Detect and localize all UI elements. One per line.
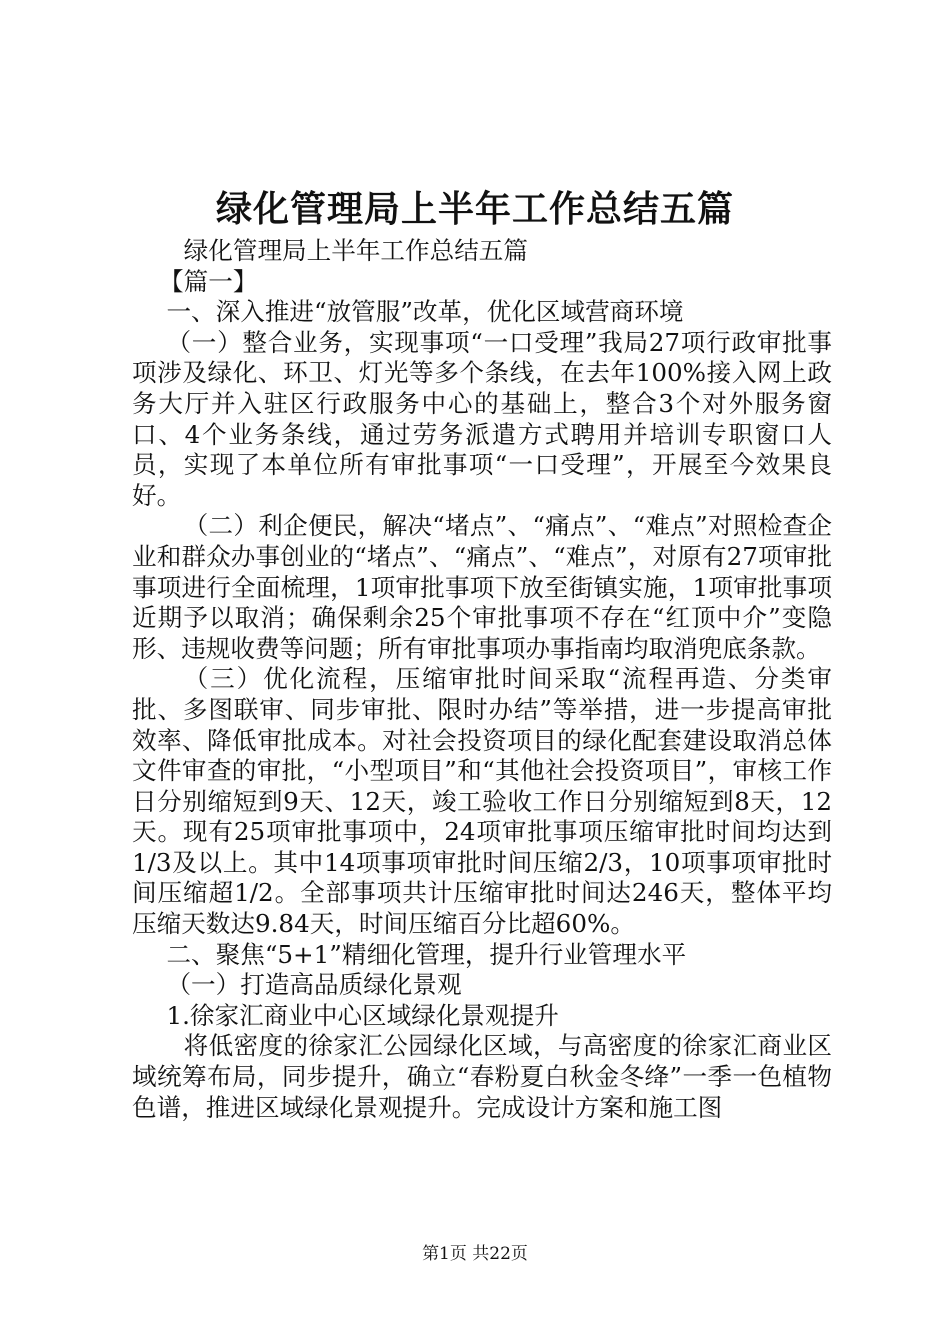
section-marker: 【篇一】 [159, 266, 258, 296]
page-footer: 第1页 共22页 [422, 1244, 528, 1264]
document-body [132, 236, 832, 1123]
subheading-point-1: 1.徐家汇商业中心区域绿化景观提升 [166, 1000, 559, 1030]
paragraph-item-3: （三）优化流程，压缩审批时间采取“流程再造、分类审批、多图联审、同步审批、限时办结”等举措，进一步提高审批效率、降低审批成本。对社会投资项目的绿化配套建设取消总体文件审查的审批，“小型项目”和“其他社会投资项目”，审核工作日分别缩短到9天、12天，竣工验收工作日分别缩短到8天，12天。现有25项审批事项中，24项审批事项压缩审批时间均达到1/3及以上。其中14项事项审批时间压缩2/3，10项事项审批时间压缩超1/2。全部事项共计压缩审批时间达246天，整体平均压缩天数达9.84天，时间压缩百分比超60%。 [132, 664, 832, 939]
heading-one: 一、深入推进“放管服”改革，优化区域营商环境 [166, 297, 684, 327]
paragraph-xujiahui: 将低密度的徐家汇公园绿化区域，与高密度的徐家汇商业区域统筹布局，同步提升，确立“春粉夏白秋金冬绛”一季一色植物色谱，推进区域绿化景观提升。完成设计方案和施工图 [132, 1031, 832, 1122]
subtitle-paragraph: 绿化管理局上半年工作总结五篇 [183, 236, 528, 265]
document-title: 绿化管理局上半年工作总结五篇 [215, 188, 734, 230]
heading-two: 二、聚焦“5+1”精细化管理，提升行业管理水平 [166, 939, 687, 969]
subheading-one: （一）打造高品质绿化景观 [166, 970, 462, 1000]
paragraph-item-1: （一）整合业务，实现事项“一口受理”我局27项行政审批事项涉及绿化、环卫、灯光等多个条线，在去年100%接入网上政务大厅并入驻区行政服务中心的基础上，整合3个对外服务窗口、4个业务条线，通过劳务派遣方式聘用并培训专职窗口人员，实现了本单位所有审批事项“一口受理”，开展至今效果良好。 [132, 327, 832, 510]
paragraph-item-2: （二）利企便民，解决“堵点”、“痛点”、“难点”对照检查企业和群众办事创业的“堵点”、“痛点”、“难点”，对原有27项审批事项进行全面梳理，1项审批事项下放至街镇实施，1项审批事项近期予以取消；确保剩余25个审批事项不存在“红顶中介”变隐形、违规收费等问题；所有审批事项办事指南均取消兜底条款。 [132, 511, 832, 663]
